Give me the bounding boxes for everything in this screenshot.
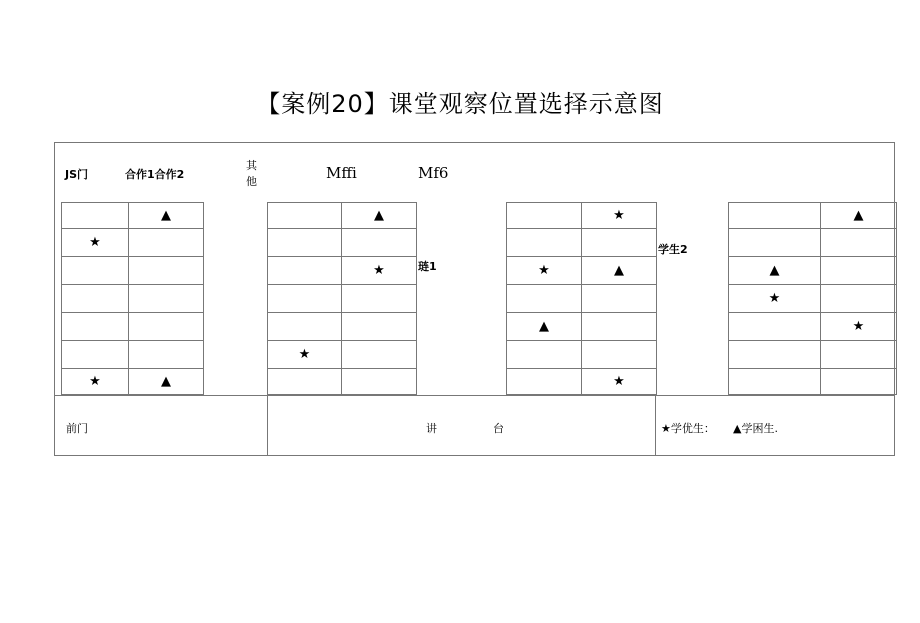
bottom-divider [54, 395, 895, 396]
mffi-label: Mffi [326, 164, 357, 182]
desk-cell [268, 203, 342, 229]
other-label-2: 他 [246, 175, 257, 188]
desk-row [62, 285, 204, 313]
desk-row [729, 341, 897, 369]
desk-cell [821, 229, 897, 257]
desk-row [507, 257, 657, 285]
desk-row [507, 341, 657, 369]
front-door-label: 前门 [66, 422, 88, 435]
desk-cell [342, 229, 417, 257]
desk-cell: ▲ [129, 203, 204, 229]
js-door-label: JS门 [65, 168, 89, 181]
desk-cell [729, 341, 821, 369]
legend-triangle: ▲学困生. [733, 422, 778, 435]
desk-row [268, 313, 417, 341]
desk-cell: ★ [62, 369, 129, 395]
desk-row [268, 257, 417, 285]
desk-cell: ▲ [582, 257, 657, 285]
desk-row [268, 341, 417, 369]
desk-row [729, 313, 897, 341]
desk-group-body [729, 203, 897, 395]
desk-cell [582, 285, 657, 313]
desk-cell [129, 257, 204, 285]
bottom-divider-right [655, 395, 656, 456]
desk-group-4 [728, 202, 897, 395]
desk-cell [507, 369, 582, 395]
desk-cell [729, 229, 821, 257]
other-label-1: 其 [246, 159, 257, 172]
desk-group-body [507, 203, 657, 395]
desk-cell [62, 203, 129, 229]
desk-cell: ★ [62, 229, 129, 257]
desk-cell: ▲ [342, 203, 417, 229]
desk-cell [129, 285, 204, 313]
desk-cell [507, 285, 582, 313]
desk-row [268, 285, 417, 313]
desk-group-body [62, 203, 204, 395]
desk-row [62, 369, 204, 395]
desk-row [268, 203, 417, 229]
desk-row [507, 229, 657, 257]
legend-star: ★学优生： [661, 422, 715, 435]
desk-cell: ★ [342, 257, 417, 285]
desk-cell [821, 285, 897, 313]
desk-cell [268, 229, 342, 257]
desk-cell [821, 369, 897, 395]
desk-cell [729, 313, 821, 341]
bottom-divider-left [267, 395, 268, 456]
desk-cell: ★ [268, 341, 342, 369]
desk-row [729, 203, 897, 229]
desk-row [729, 257, 897, 285]
desk-cell: ★ [582, 203, 657, 229]
desk-row [729, 285, 897, 313]
desk-row [507, 369, 657, 395]
desk-row [62, 229, 204, 257]
desk-row [507, 313, 657, 341]
desk-cell: ★ [507, 257, 582, 285]
desk-row [268, 229, 417, 257]
desk-cell: ★ [821, 313, 897, 341]
desk-group-1 [61, 202, 204, 395]
desk-cell [129, 313, 204, 341]
mf6-label: Mf6 [418, 164, 449, 182]
desk-cell [268, 285, 342, 313]
desk-row [62, 203, 204, 229]
desk-cell: ▲ [821, 203, 897, 229]
podium-label-2: 台 [493, 422, 504, 435]
desk-row [729, 229, 897, 257]
desk-cell [268, 257, 342, 285]
desk-cell [507, 341, 582, 369]
desk-cell: ▲ [129, 369, 204, 395]
desk-row [268, 369, 417, 395]
desk-group-3 [506, 202, 657, 395]
cooperation-label: 合作1合作2 [125, 168, 185, 181]
desk-cell [507, 203, 582, 229]
desk-row [507, 285, 657, 313]
desk-cell [729, 203, 821, 229]
desk-cell [821, 341, 897, 369]
desk-cell: ▲ [729, 257, 821, 285]
desk-cell: ▲ [507, 313, 582, 341]
desk-cell [268, 313, 342, 341]
desk-cell [62, 313, 129, 341]
desk-row [62, 313, 204, 341]
desk-group-2 [267, 202, 417, 395]
desk-cell: ★ [582, 369, 657, 395]
page-title: 【案例20】课堂观察位置选择示意图 [256, 90, 664, 118]
desk-cell: ★ [729, 285, 821, 313]
desk-cell [342, 369, 417, 395]
desk-cell [342, 313, 417, 341]
desk-cell [62, 285, 129, 313]
desk-cell [821, 257, 897, 285]
desk-cell [62, 257, 129, 285]
desk-cell [342, 341, 417, 369]
desk-cell [62, 341, 129, 369]
desk-cell [582, 229, 657, 257]
desk-cell [507, 229, 582, 257]
desk-cell [129, 341, 204, 369]
desk-row [62, 257, 204, 285]
desk-row [62, 341, 204, 369]
desk-row [507, 203, 657, 229]
podium-label-1: 讲 [426, 422, 437, 435]
desk-cell [268, 369, 342, 395]
desk-cell [342, 285, 417, 313]
desk-row [729, 369, 897, 395]
desk-cell [582, 341, 657, 369]
desk-cell [129, 229, 204, 257]
desk-cell [582, 313, 657, 341]
desk-group-body [268, 203, 417, 395]
aisle-label-2: 学生2 [658, 243, 688, 256]
desk-cell [729, 369, 821, 395]
aisle-label-1: 琏1 [418, 260, 437, 273]
